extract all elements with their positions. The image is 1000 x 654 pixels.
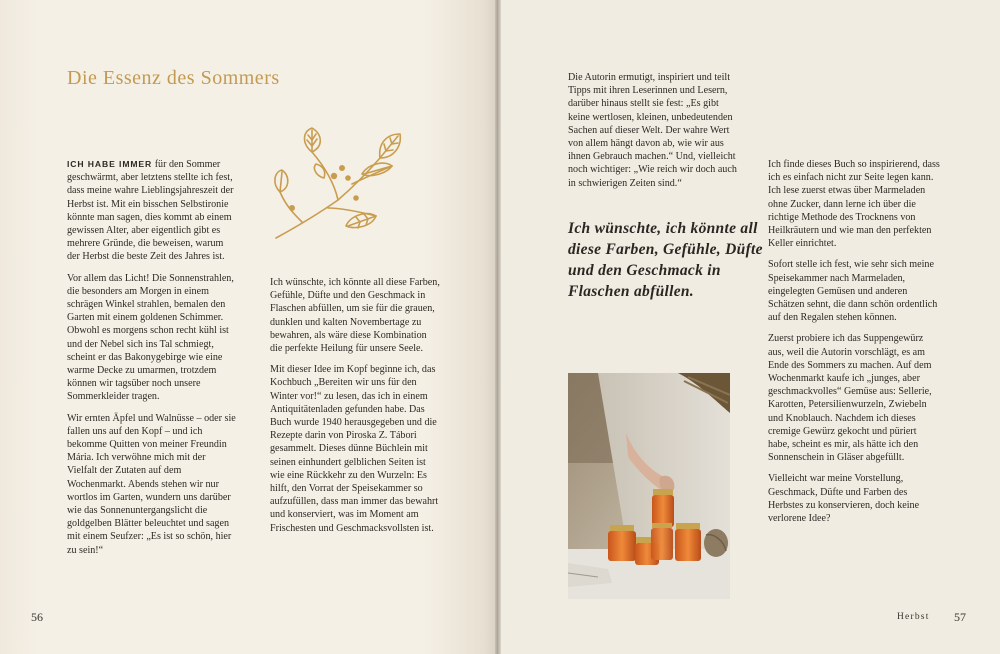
- book-gutter: [495, 0, 501, 654]
- paragraph: Vor allem das Licht! Die Sonnenstrahlen, die besonders am Morgen in einem schrägen Winkel strahlen, bemalen den Garten mit einem goldenen Schimmer. Obwohl es morgens schon recht kühl ist und der Nebel sich ins Tal schmiegt, scheint er das Bakonygebirge wie eine warme Decke zu umarmen, trotzdem können wir tagsüber noch unsere Sommerkleider tragen.: [67, 272, 234, 403]
- left-column-1: [67, 158, 237, 565]
- page-number-left: 56: [31, 610, 43, 624]
- chapter-title: Die Essenz des Sommers: [67, 67, 280, 89]
- leaf-branch-ornament-icon: [268, 122, 408, 248]
- left-column-2: [270, 276, 440, 543]
- paragraph: Die Autorin ermutigt, inspiriert und teilt Tipps mit ihren Leserinnen und Lesern, darüber hinaus stellt sie fest: „Es gibt keine wertlosen, kleinen, unbedeutenden Sachen auf dieser Welt. Der wahre Wert von allem hängt davon ab, wie wir aus ihnen Gebrauch machen.“ Und, vielleicht noch wichtiger: „Wie reich wir doch auch in schwierigen Zeiten sind.“: [568, 72, 737, 189]
- left-page: [0, 0, 498, 654]
- running-head: Herbst: [897, 612, 930, 622]
- page-number-right: 57: [954, 610, 966, 624]
- paragraph: [67, 158, 237, 264]
- paragraph: Vielleicht war meine Vorstellung, Geschmack, Düfte und Farben des Herbstes zu konservieren, doch keine verlorene Idee?: [768, 473, 920, 525]
- paragraph: Sofort stelle ich fest, wie sehr sich meine Speisekammer nach Marmeladen, eingelegten Gemüsen und anderen Schätzen sehnt, die dann schön ordentlich auf den Regalen stehen können.: [768, 259, 938, 324]
- paragraph: Mit dieser Idee im Kopf beginne ich, das Kochbuch „Bereiten wir uns für den Winter vor!“ zu lesen, das ich in einem Antiquitätenladen gefunden habe. Das Buch wurde 1940 herausgegeben und die Rezepte darin von Piroska Z. Tábori gesammelt. Dieses dünne Büchlein mit seinen einhundert gelblichen Seiten ist wie eine Rückkehr zu den Wurzeln: Es hilft, den Vorrat der Speisekammer so aufzufüllen, dass man immer das bewahrt und konserviert, was im Moment am Frischesten und Geschmacksvollsten ist.: [270, 364, 439, 534]
- lead-in-caps: ICH HABE IMMER: [67, 159, 153, 169]
- paragraph: Ich finde dieses Buch so inspirierend, dass ich es einfach nicht zur Seite legen kann. Ich lese zuerst etwas über Marmeladen ohne Zucker, dann lerne ich über die richtige Methode des Trocknens von Heilkräutern und wie man den perfekten Keller einrichtet.: [768, 159, 940, 250]
- pull-quote: Ich wünschte, ich könnte all diese Farben, Gefühle, Düfte und den Geschmack in Flaschen abfüllen.: [568, 220, 763, 300]
- preserves-jars-photo: [568, 373, 730, 599]
- right-column-1: [568, 71, 738, 198]
- right-column-2: [768, 158, 940, 533]
- paragraph: Ich wünschte, ich könnte all diese Farben, Gefühle, Düfte und den Geschmack in Flaschen abfüllen, um sie für die grauen, dunklen und kalten Novembertage zu bewahren, als wäre diese Kombination die perfekte Heilung für unsere Seele.: [270, 277, 440, 355]
- paragraph-text: für den Sommer geschwärmt, aber letztens stellte ich fest, dass meine wahre Lieblingsjahreszeit der Herbst ist. Mit ein bisschen Selbstironie könnte man sagen, dies kommt ab einem gewissen Alter, aber eigentlich gibt es mehrere Gründe, die beweisen, warum der Herbst die beste Zeit des Jahres ist.: [67, 159, 234, 263]
- paragraph: Wir ernten Äpfel und Walnüsse – oder sie fallen uns auf den Kopf – und ich bekomme Quitten von meiner Freundin Mária. Ich verwöhne mich mit der Vielfalt der Zutaten auf dem Wochenmarkt. Abends stehen wir nur wortlos im Garten, wundern uns darüber wie das Sonnenuntergangslicht die goldgelben Blätter beleuchtet und sagen mit einem Seufzer: „Es ist so schön, hier zu sein!“: [67, 412, 236, 556]
- paragraph: Zuerst probiere ich das Suppengewürz aus, weil die Autorin vorschlägt, es am Ende des Sommers zu machen. Auf dem Wochenmarkt kaufe ich „junges, aber geschmackvolles“ Gemüse aus: Sellerie, Karotten, Petersilienwurzeln, Zwiebeln und Knoblauch. Nachdem ich dieses cremige Gewürz gekocht und püriert habe, scheint es mir, als hätte ich den Sonnenschein in Gläser abgefüllt.: [768, 333, 932, 464]
